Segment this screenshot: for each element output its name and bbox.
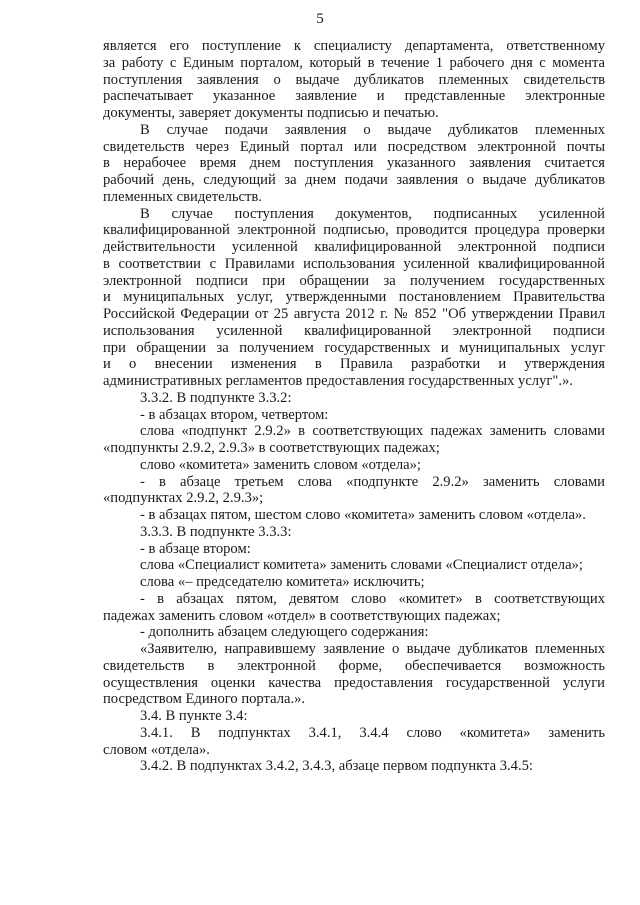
text-line: действительности усиленной квалифицированной электронной подписи	[103, 239, 605, 255]
paragraph	[103, 474, 605, 508]
paragraph	[103, 407, 605, 424]
text-line: распечатывает указанное заявление и представленные электронные	[103, 88, 605, 105]
document-body	[103, 38, 605, 775]
text-line: словом «отдела».	[103, 741, 210, 758]
text-line: документы, заверяет документы подписью и печатью.	[103, 105, 439, 121]
paragraph	[103, 206, 605, 390]
text-line: за работу с Единым порталом, который в течение 1 рабочего дня с момента	[103, 54, 605, 71]
text-line: является его поступление к специалисту департамента, ответственному	[103, 38, 605, 54]
text-line: «подпункты 2.9.2, 2.9.3» в соответствующих падежах;	[103, 440, 440, 456]
paragraph	[103, 708, 605, 725]
text-line: - в абзацах пятом, девятом слово «комитет» в соответствующих	[140, 590, 605, 607]
page-number: 5	[316, 11, 324, 27]
paragraph	[103, 591, 605, 625]
text-line: 3.3.2. В подпункте 3.3.2:	[140, 389, 292, 406]
text-line: слова «– председателю комитета» исключить;	[140, 574, 425, 590]
text-line: и муниципальных услуг, утвержденными постановлением Правительства	[103, 289, 605, 306]
text-line: «Заявителю, направившему заявление о выдаче дубликатов племенных	[140, 641, 605, 657]
text-line: в соответствии с Правилами использования усиленной квалифицированной	[103, 255, 605, 272]
text-line: 3.3.3. В подпункте 3.3.3:	[140, 523, 292, 540]
text-line: поступления заявления о выдаче дубликатов племенных свидетельств	[103, 71, 605, 88]
text-line: В случае подачи заявления о выдаче дубликатов племенных	[140, 121, 605, 138]
paragraph	[103, 122, 605, 206]
paragraph	[103, 557, 605, 574]
text-line: - в абзацах втором, четвертом:	[140, 406, 329, 423]
paragraph	[103, 725, 605, 759]
text-line: рабочий день, следующий за днем подачи заявления о выдаче дубликатов	[103, 172, 605, 188]
text-line: слово «комитета» заменить словом «отдела»;	[140, 456, 421, 473]
text-line: свидетельств в электронной форме, обеспечивается возможность	[103, 657, 605, 674]
text-line: административных регламентов предоставления государственных услуг".».	[103, 373, 573, 389]
text-line: «подпунктах 2.9.2, 2.9.3»;	[103, 490, 264, 507]
paragraph	[103, 524, 605, 541]
text-line: - дополнить абзацем следующего содержания:	[140, 624, 429, 641]
paragraph	[103, 624, 605, 641]
text-line: посредством Единого портала.».	[103, 691, 306, 708]
paragraph	[103, 390, 605, 407]
text-line: - в абзаце третьем слова «подпункте 2.9.2» заменить словами	[140, 473, 605, 490]
paragraph	[103, 574, 605, 591]
text-line: использования усиленной квалифицированной электронной подписи	[103, 322, 605, 339]
text-line: 3.4. В пункте 3.4:	[140, 708, 248, 724]
text-line: - в абзаце втором:	[140, 540, 251, 557]
paragraph	[103, 758, 605, 775]
text-line: слова «подпункт 2.9.2» в соответствующих падежах заменить словами	[140, 423, 605, 440]
text-line: осуществления оценки качества предоставления государственной услуги	[103, 674, 605, 691]
text-line: электронной подписи при обращении за получением государственных	[103, 272, 605, 289]
paragraph	[103, 423, 605, 457]
text-line: 3.4.1. В подпунктах 3.4.1, 3.4.4 слово «комитета» заменить	[140, 724, 605, 741]
text-line: квалифицированной электронной подписью, проводится процедура проверки	[103, 222, 605, 239]
paragraph	[103, 38, 605, 122]
text-line: племенных свидетельств.	[103, 188, 262, 205]
text-line: - в абзацах пятом, шестом слово «комитета» заменить словом «отдела».	[140, 507, 586, 523]
paragraph	[103, 641, 605, 708]
text-line: свидетельств через Единый портал или посредством электронной почты	[103, 138, 605, 155]
text-line: В случае поступления документов, подписанных усиленной	[140, 205, 605, 222]
paragraph	[103, 457, 605, 474]
paragraph	[103, 541, 605, 558]
text-line: в нерабочее время днем поступления указанного заявления считается	[103, 155, 605, 172]
text-line: 3.4.2. В подпунктах 3.4.2, 3.4.3, абзаце первом подпункта 3.4.5:	[140, 758, 533, 775]
text-line: при обращении за получением государственных и муниципальных услуг	[103, 339, 605, 356]
paragraph	[103, 507, 605, 524]
text-line: и о внесении изменения в Правила разработки и утверждения	[103, 356, 605, 373]
text-line: слова «Специалист комитета» заменить словами «Специалист отдела»;	[140, 557, 583, 574]
text-line: падежах заменить словом «отдел» в соответствующих падежах;	[103, 607, 501, 624]
text-line: Российской Федерации от 25 августа 2012 г. № 852 "Об утверждении Правил	[103, 306, 605, 322]
